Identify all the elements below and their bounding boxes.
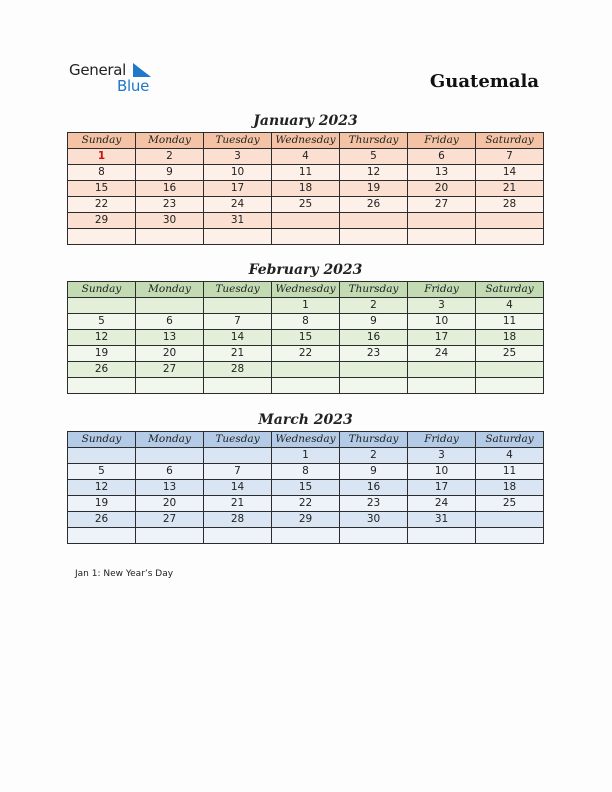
- week-row: [68, 528, 544, 544]
- week-row: [68, 378, 544, 394]
- week-row: [68, 149, 544, 165]
- day-cell: [136, 448, 204, 464]
- day-cell: [476, 378, 544, 394]
- day-cell: 7: [204, 314, 272, 330]
- day-cell: 5: [68, 464, 136, 480]
- day-cell: 12: [68, 480, 136, 496]
- calendar-table: [67, 281, 544, 394]
- day-cell: [340, 213, 408, 229]
- day-cell: 30: [340, 512, 408, 528]
- day-cell: 8: [68, 165, 136, 181]
- day-cell: 13: [136, 330, 204, 346]
- day-cell: 6: [136, 464, 204, 480]
- day-cell: 1: [272, 448, 340, 464]
- day-cell: 19: [68, 346, 136, 362]
- week-row: [68, 213, 544, 229]
- month-title: February 2023: [248, 262, 363, 278]
- weekday-header: Thursday: [340, 282, 408, 298]
- week-row: [68, 512, 544, 528]
- day-cell: 25: [476, 346, 544, 362]
- day-cell: 23: [136, 197, 204, 213]
- week-row: [68, 346, 544, 362]
- day-cell: 17: [408, 330, 476, 346]
- day-cell: [136, 378, 204, 394]
- day-cell: 31: [204, 213, 272, 229]
- week-row: [68, 165, 544, 181]
- day-cell: 8: [272, 464, 340, 480]
- logo-text-general: General: [69, 61, 127, 79]
- week-row: [68, 480, 544, 496]
- weekday-header: Monday: [136, 282, 204, 298]
- day-cell: 15: [272, 330, 340, 346]
- day-cell: [340, 528, 408, 544]
- weekday-header: Monday: [136, 432, 204, 448]
- day-cell: 5: [68, 314, 136, 330]
- weekday-header: Sunday: [68, 133, 136, 149]
- day-cell: 13: [136, 480, 204, 496]
- weekday-header: Saturday: [476, 133, 544, 149]
- day-cell: [408, 362, 476, 378]
- day-cell: 16: [340, 330, 408, 346]
- day-cell: [340, 362, 408, 378]
- day-cell: 31: [408, 512, 476, 528]
- day-cell: 5: [340, 149, 408, 165]
- day-cell: [204, 229, 272, 245]
- week-row: [68, 314, 544, 330]
- day-cell: [272, 213, 340, 229]
- month-calendar-february: [67, 259, 544, 394]
- month-title: March 2023: [258, 412, 353, 428]
- weekday-header: Thursday: [340, 133, 408, 149]
- day-cell: [204, 378, 272, 394]
- day-cell: 3: [408, 448, 476, 464]
- day-cell: 3: [204, 149, 272, 165]
- day-cell: [136, 229, 204, 245]
- logo-text-blue: Blue: [117, 77, 149, 95]
- day-cell: 15: [272, 480, 340, 496]
- day-cell: 4: [476, 298, 544, 314]
- weekday-header: Wednesday: [272, 133, 340, 149]
- day-cell: [340, 378, 408, 394]
- calendar-table: [67, 431, 544, 544]
- month-calendar-march: [67, 409, 544, 544]
- day-cell: 27: [136, 512, 204, 528]
- week-row: [68, 448, 544, 464]
- day-cell: 14: [476, 165, 544, 181]
- holiday-note: Jan 1: New Year’s Day: [75, 569, 174, 579]
- week-row: [68, 298, 544, 314]
- day-cell: 28: [476, 197, 544, 213]
- month-title: January 2023: [253, 113, 358, 129]
- day-cell: 21: [476, 181, 544, 197]
- day-cell: 28: [204, 512, 272, 528]
- day-cell: 29: [272, 512, 340, 528]
- day-cell: 8: [272, 314, 340, 330]
- day-cell: [476, 229, 544, 245]
- day-cell: [408, 213, 476, 229]
- week-row: [68, 197, 544, 213]
- calendar-table: [67, 132, 544, 245]
- day-cell: 14: [204, 330, 272, 346]
- day-cell: [68, 378, 136, 394]
- day-cell: 2: [340, 448, 408, 464]
- country-title: Guatemala: [429, 71, 539, 92]
- week-row: [68, 496, 544, 512]
- weekday-header: Saturday: [476, 432, 544, 448]
- day-cell: 28: [204, 362, 272, 378]
- day-cell: 21: [204, 496, 272, 512]
- day-cell: 22: [272, 496, 340, 512]
- day-cell: 19: [340, 181, 408, 197]
- day-cell: 12: [68, 330, 136, 346]
- day-cell: 26: [340, 197, 408, 213]
- day-cell: [272, 378, 340, 394]
- day-cell: [408, 528, 476, 544]
- day-cell: 15: [68, 181, 136, 197]
- day-cell: 7: [204, 464, 272, 480]
- weekday-header: Tuesday: [204, 133, 272, 149]
- day-cell: 9: [136, 165, 204, 181]
- day-cell: 11: [476, 464, 544, 480]
- day-cell: 24: [408, 346, 476, 362]
- month-calendar-january: [67, 110, 544, 245]
- day-cell: 13: [408, 165, 476, 181]
- day-cell: 6: [136, 314, 204, 330]
- weekday-header: Friday: [408, 133, 476, 149]
- day-cell: 17: [204, 181, 272, 197]
- day-cell: 20: [136, 346, 204, 362]
- day-cell: 4: [476, 448, 544, 464]
- weekday-header: Sunday: [68, 432, 136, 448]
- day-cell: 14: [204, 480, 272, 496]
- day-cell: [476, 512, 544, 528]
- weekday-header-row: [68, 432, 544, 448]
- week-row: [68, 362, 544, 378]
- day-cell: 23: [340, 496, 408, 512]
- day-cell: [408, 229, 476, 245]
- logo-triangle-icon: [133, 63, 153, 77]
- weekday-header: Tuesday: [204, 432, 272, 448]
- day-cell: 19: [68, 496, 136, 512]
- day-cell: [476, 213, 544, 229]
- day-cell: 12: [340, 165, 408, 181]
- weekday-header: Sunday: [68, 282, 136, 298]
- day-cell: 29: [68, 213, 136, 229]
- day-cell: [68, 229, 136, 245]
- weekday-header: Saturday: [476, 282, 544, 298]
- day-cell: [272, 362, 340, 378]
- weekday-header-row: [68, 133, 544, 149]
- day-cell: [204, 298, 272, 314]
- day-cell: [136, 298, 204, 314]
- day-cell: 1: [272, 298, 340, 314]
- week-row: [68, 229, 544, 245]
- weekday-header: Monday: [136, 133, 204, 149]
- day-cell: 3: [408, 298, 476, 314]
- day-cell: 23: [340, 346, 408, 362]
- day-cell: 16: [136, 181, 204, 197]
- day-cell: 16: [340, 480, 408, 496]
- day-cell: 27: [408, 197, 476, 213]
- day-cell: 11: [272, 165, 340, 181]
- day-cell: 2: [340, 298, 408, 314]
- weekday-header: Tuesday: [204, 282, 272, 298]
- day-cell: [68, 448, 136, 464]
- day-cell: 4: [272, 149, 340, 165]
- weekday-header: Wednesday: [272, 432, 340, 448]
- day-cell: [408, 378, 476, 394]
- day-cell: 25: [272, 197, 340, 213]
- day-cell: 6: [408, 149, 476, 165]
- logo: [69, 61, 159, 97]
- weekday-header: Wednesday: [272, 282, 340, 298]
- day-cell: 26: [68, 512, 136, 528]
- day-cell: [68, 298, 136, 314]
- day-cell: [204, 528, 272, 544]
- day-cell: 21: [204, 346, 272, 362]
- day-cell: 30: [136, 213, 204, 229]
- week-row: [68, 181, 544, 197]
- day-cell: [204, 448, 272, 464]
- day-cell: 22: [272, 346, 340, 362]
- day-cell: [476, 528, 544, 544]
- day-cell: 20: [136, 496, 204, 512]
- day-cell: [68, 528, 136, 544]
- day-cell: [272, 528, 340, 544]
- day-cell: 10: [408, 314, 476, 330]
- holiday-notes: [75, 569, 173, 579]
- week-row: [68, 464, 544, 480]
- day-cell: 25: [476, 496, 544, 512]
- day-cell: 9: [340, 464, 408, 480]
- day-cell: 24: [408, 496, 476, 512]
- day-cell: [476, 362, 544, 378]
- day-cell: [136, 528, 204, 544]
- weekday-header: Friday: [408, 282, 476, 298]
- day-cell: 24: [204, 197, 272, 213]
- day-cell: 11: [476, 314, 544, 330]
- weekday-header: Thursday: [340, 432, 408, 448]
- day-cell: 27: [136, 362, 204, 378]
- day-cell: 9: [340, 314, 408, 330]
- day-cell: 2: [136, 149, 204, 165]
- day-cell: 18: [272, 181, 340, 197]
- day-cell: 18: [476, 330, 544, 346]
- day-cell: 7: [476, 149, 544, 165]
- weekday-header: Friday: [408, 432, 476, 448]
- week-row: [68, 330, 544, 346]
- day-cell: 18: [476, 480, 544, 496]
- day-cell-holiday: 1: [68, 149, 136, 165]
- day-cell: 10: [204, 165, 272, 181]
- day-cell: 22: [68, 197, 136, 213]
- weekday-header-row: [68, 282, 544, 298]
- day-cell: 20: [408, 181, 476, 197]
- day-cell: 17: [408, 480, 476, 496]
- day-cell: [340, 229, 408, 245]
- day-cell: 26: [68, 362, 136, 378]
- day-cell: [272, 229, 340, 245]
- day-cell: 10: [408, 464, 476, 480]
